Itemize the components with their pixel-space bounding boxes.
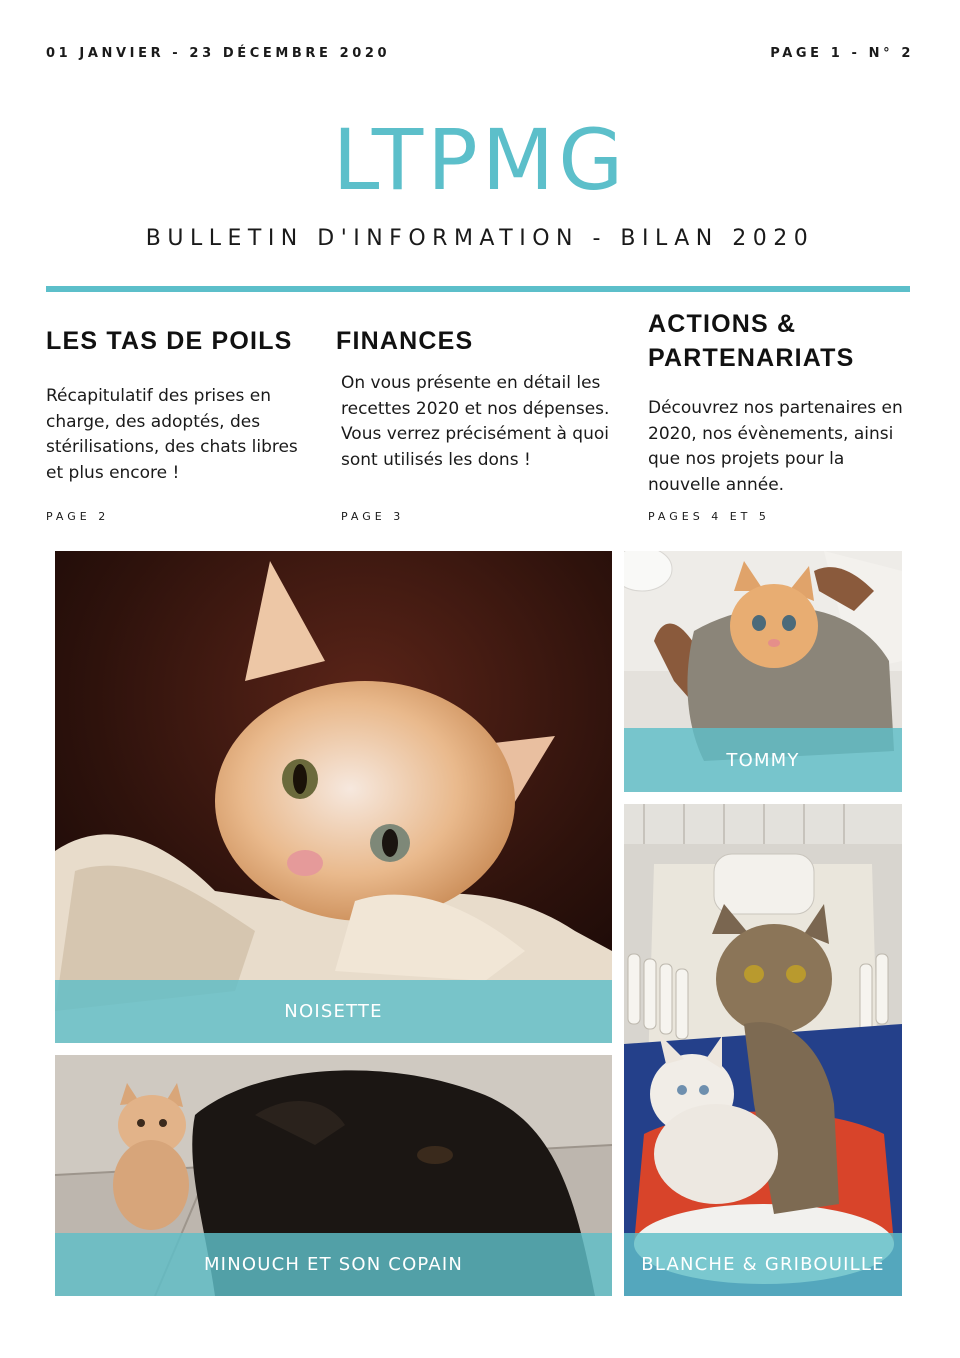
divider-rule (46, 286, 910, 292)
masthead-title: LTPMG (332, 111, 628, 209)
cats-carrier-photo-icon (624, 804, 902, 1296)
section-page-ref: PAGES 4 ET 5 (648, 510, 770, 523)
photo-blanche-gribouille (624, 804, 902, 1296)
section-heading: LES TAS DE POILS (46, 327, 293, 355)
section-heading: ACTIONS & PARTENARIATS (648, 310, 855, 372)
page-info: PAGE 1 - N° 2 (770, 46, 914, 61)
photo-caption: NOISETTE (55, 980, 612, 1043)
section-page-ref: PAGE 2 (46, 510, 110, 523)
kitten-photo-icon (55, 551, 612, 1043)
photo-caption: MINOUCH ET SON COPAIN (55, 1233, 612, 1296)
section-text: On vous présente en détail les recettes 2020 et nos dépenses. Vous verrez précisément à quoi sont utilisés les dons ! (341, 373, 610, 470)
photo-minouch (55, 1055, 612, 1296)
photo-tommy (624, 551, 902, 792)
section-finances (336, 322, 626, 523)
section-heading: FINANCES (336, 327, 474, 355)
photo-noisette (55, 551, 612, 1043)
masthead-subtitle: BULLETIN D'INFORMATION - BILAN 2020 (145, 226, 815, 251)
section-page-ref: PAGE 3 (341, 510, 405, 523)
photo-caption: TOMMY (624, 728, 902, 792)
photo-caption: BLANCHE & GRIBOUILLE (624, 1233, 902, 1296)
date-range: 01 JANVIER - 23 DÉCEMBRE 2020 (46, 46, 391, 61)
section-text: Découvrez nos partenaires en 2020, nos évènements, ainsi que nos projets pour la nouvelle année. (648, 398, 903, 495)
section-tas-de-poils (46, 322, 316, 523)
section-actions-partenariats (648, 307, 918, 523)
section-text: Récapitulatif des prises en charge, des adoptés, des stérilisations, des chats libres et plus encore ! (46, 386, 298, 483)
